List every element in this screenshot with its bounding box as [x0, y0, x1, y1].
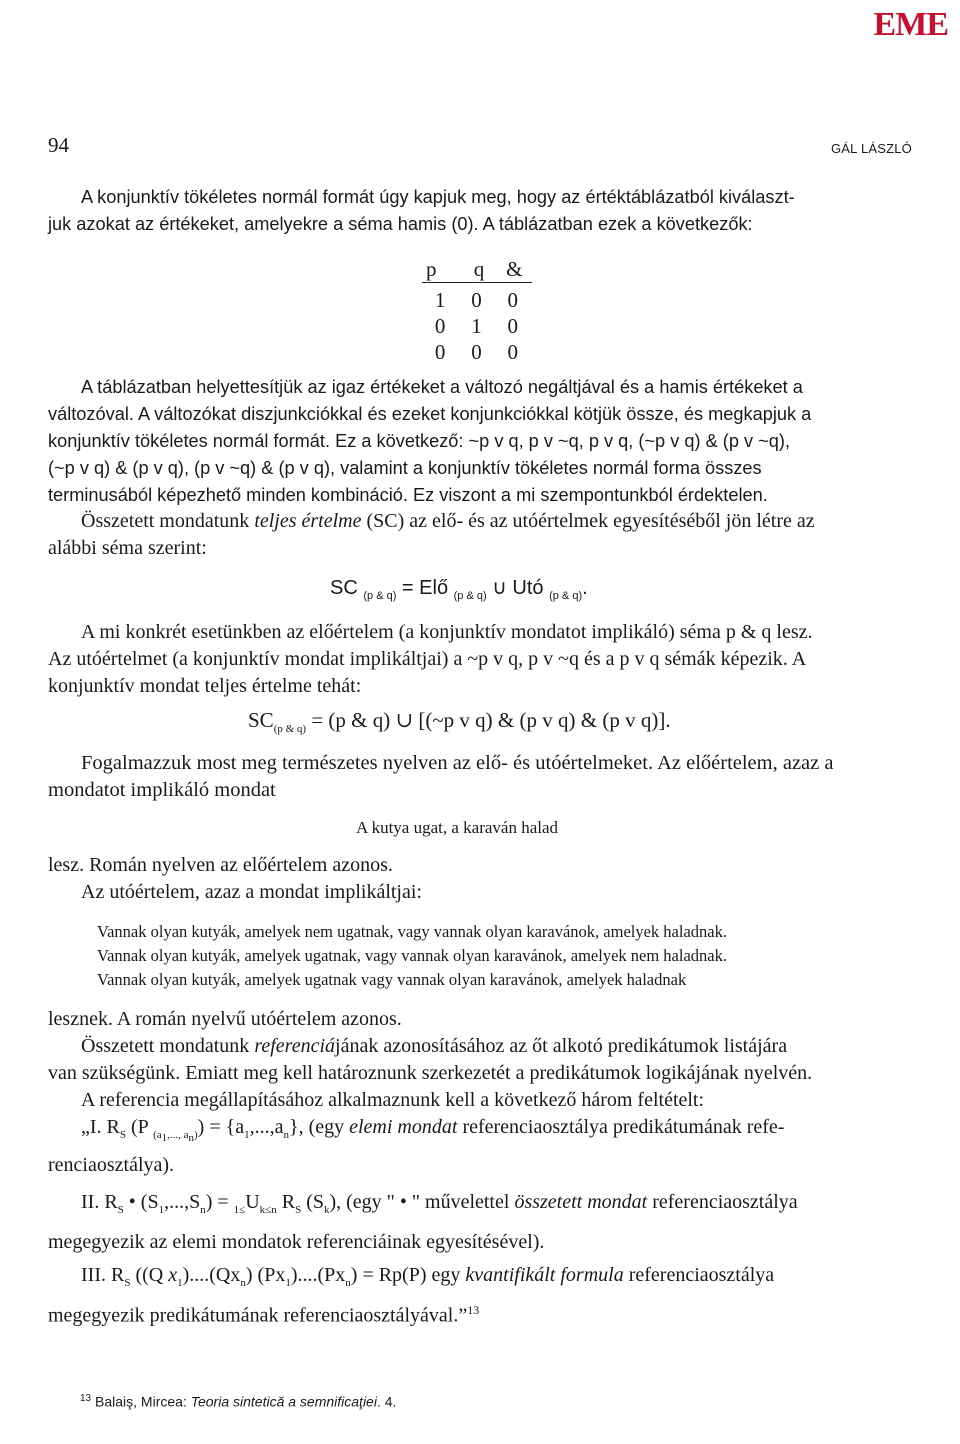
table-row: [422, 287, 532, 313]
subscript: S: [119, 1129, 127, 1141]
table-header-q: q: [473, 257, 485, 281]
implicate-examples: [97, 920, 727, 992]
formula-text: = (p & q) ∪ [(~p v q) & (p v q) & (p v q)].: [306, 708, 671, 732]
table-cell: 1: [434, 288, 446, 312]
text-span: referenciaosztálya predikátumának refe-: [457, 1116, 785, 1138]
text-line: A referencia megállapításához alkalmaznunk kell a következő három feltételt:: [81, 1089, 705, 1111]
paragraph-4: [48, 619, 912, 700]
text-line: Fogalmazzuk most meg természetes nyelven az elő- és utóértelmeket. Az előértelem, azaz a: [81, 752, 834, 774]
footnote-reference[interactable]: 13: [467, 1303, 480, 1318]
list-item: Vannak olyan kutyák, amelyek ugatnak vagy vannak olyan karavánok, amelyek haladnak: [97, 970, 687, 989]
paragraph-7: [48, 1006, 912, 1114]
text-line: A mi konkrét esetünkben az előértelem (a konjunktív mondatot implikáló) séma p & q lesz.: [81, 621, 813, 643]
subscript: n: [200, 1204, 206, 1217]
text-span: • (S: [123, 1191, 159, 1214]
table-cell: 0: [434, 314, 446, 338]
text-span: . 4.: [376, 1393, 397, 1410]
table-cell: 0: [471, 340, 482, 364]
text-line: (~p v q) & (p v q), (p v ~q) & (p v q), valamint a konjunktív tökéletes normál forma összes: [48, 458, 762, 478]
footnote: [80, 1393, 396, 1410]
table-cell: 0: [507, 340, 518, 364]
text-line: lesznek. A román nyelvű utóértelem azonos.: [48, 1008, 402, 1030]
subscript: 1: [285, 1277, 291, 1290]
text-span: Összetett mondatunk: [81, 510, 255, 532]
subscript: S: [124, 1277, 131, 1290]
text-span: ,...,a: [249, 1116, 284, 1138]
text-line: A táblázatban helyettesítjük az igaz értékeket a változó negáltjával és a hamis értékeket a: [81, 377, 803, 397]
text-span: ) (Px: [245, 1264, 286, 1287]
text-line: A konjunktív tökéletes normál formát úgy kapjuk meg, hogy az értéktáblázatból kiválaszt-: [81, 187, 795, 207]
table-cell: 1: [471, 314, 482, 338]
subscript: 1≤: [233, 1204, 246, 1217]
text-span: ,..., a: [167, 1129, 189, 1141]
subscript: 1: [244, 1129, 250, 1141]
subscript: 1: [158, 1204, 165, 1217]
emphasis-text: összetett mondat: [514, 1191, 648, 1214]
text-span: ,...,S: [164, 1191, 201, 1214]
text-line: konjunktív mondat teljes értelme tehát:: [48, 675, 362, 697]
text-span: III. R: [81, 1264, 125, 1287]
text-line: terminusából képezhető minden kombináció. Ez viszont a mi szempontunkból érdektelen.: [48, 485, 768, 505]
text-line: változóval. A változókat diszjunkciókkal és ezeket konjunkciókkal kötjük össze, és megkapjuk a: [48, 404, 812, 424]
text-span: R: [276, 1191, 296, 1214]
emphasis-text: elemi mondat: [349, 1116, 458, 1138]
emphasis-text: x: [168, 1264, 178, 1287]
condition-3-continued: [48, 1297, 912, 1330]
text-span: megegyezik predikátumának referenciaosztályával.”: [48, 1304, 468, 1327]
text-span: (SC) az elő- és az utóértelmek egyesítéséből jön létre az: [361, 510, 815, 532]
text-line: [48, 1033, 912, 1060]
emphasis-text: kvantifikált formula: [465, 1264, 624, 1287]
subscript: n: [240, 1277, 246, 1290]
text-span: ), (egy " • " művelettel: [329, 1191, 515, 1214]
subscript: 1: [177, 1277, 183, 1290]
running-header-author: GÁL LÁSZLÓ: [831, 141, 912, 156]
condition-2-continued: megegyezik az elemi mondatok referenciáinak egyesítésével).: [48, 1231, 545, 1254]
text-line: konjunktív tökéletes normál formát. Ez a következő: ~p v q, p v ~q, p v q, (~p v q) & (p v ~q),: [48, 431, 790, 451]
text-span: )....(Qx: [182, 1264, 241, 1287]
text-span: referenciaosztálya: [623, 1264, 775, 1287]
text-line: van szükségünk. Emiatt meg kell határoznunk szerkezetét a predikátumok logikájának nyelvén.: [48, 1062, 813, 1084]
publisher-logo: EME: [873, 6, 948, 43]
table-cell: 0: [471, 288, 482, 312]
text-line: Az utóértelem, azaz a mondat implikáltjai:: [81, 881, 422, 903]
text-line: [48, 508, 912, 535]
emphasis-text: referenciá: [254, 1035, 336, 1057]
text-span: ) = {a: [197, 1116, 245, 1138]
text-span: ) =: [205, 1191, 234, 1214]
condition-3: [48, 1262, 912, 1297]
subscript: n: [188, 1132, 194, 1145]
text-line: lesz. Román nyelven az előértelem azonos.: [48, 854, 393, 876]
text-line: Az utóértelmet (a konjunktív mondat implikáltjai) a ~p v q, p v ~q és a p v q sémák képezik. A: [48, 648, 807, 670]
text-span: Balaiş, Mircea:: [91, 1393, 191, 1410]
table-row: [422, 313, 532, 339]
table-header-p: p: [426, 257, 437, 281]
text-line: mondatot implikáló mondat: [48, 779, 276, 801]
paragraph-1: [48, 184, 912, 238]
paragraph-6: [48, 852, 912, 906]
table-row: [422, 339, 532, 365]
text-span: Összetett mondatunk: [81, 1035, 255, 1057]
formula-text: .: [582, 577, 588, 599]
paragraph-5: [48, 750, 912, 804]
formula-sc-concrete: [248, 708, 671, 735]
emphasis-text: Teoria sintetică a semnificaţiei: [190, 1393, 377, 1410]
text-span: (a: [153, 1129, 162, 1141]
paragraph-3: [48, 508, 912, 562]
table-cell: 0: [434, 340, 446, 364]
subscript: S: [295, 1204, 302, 1217]
truth-table-header: [422, 256, 532, 283]
text-span: jának azonosításához az őt alkotó predikátumok listájára: [335, 1035, 788, 1057]
text-span: U: [245, 1191, 260, 1214]
text-span: (S: [301, 1191, 324, 1214]
text-span: }, (egy: [288, 1116, 350, 1138]
text-line: alábbi séma szerint:: [48, 537, 207, 559]
list-item: Vannak olyan kutyák, amelyek nem ugatnak, vagy vannak olyan karavánok, amelyek haladnak.: [97, 922, 727, 941]
page-number: 94: [48, 133, 69, 157]
table-cell: 0: [507, 288, 518, 312]
subscript: 1: [161, 1132, 168, 1145]
text-span: „I. R: [81, 1116, 120, 1138]
formula-text: SC: [248, 708, 274, 732]
subscript: k≤n: [259, 1204, 277, 1217]
formula-subscript: (p & q): [549, 590, 583, 602]
emphasis-text: teljes értelme: [254, 510, 362, 532]
example-sentence: A kutya ugat, a karaván halad: [356, 818, 559, 837]
text-span: referenciaosztálya: [647, 1191, 798, 1214]
condition-1-continued: renciaosztálya).: [48, 1154, 175, 1177]
condition-1: [48, 1114, 912, 1152]
text-span: ) = Rp(P) egy: [350, 1264, 466, 1287]
reference-conditions: [48, 1114, 912, 1330]
truth-table: [422, 256, 532, 365]
formula-subscript: (p & q): [273, 723, 307, 736]
text-line: juk azokat az értékeket, amelyekre a séma hamis (0). A táblázatban ezek a következők:: [48, 214, 753, 234]
subscript: [153, 1129, 198, 1145]
subscript: S: [117, 1204, 124, 1217]
text-span: (P: [126, 1116, 154, 1138]
formula-subscript: (p & q): [363, 590, 397, 602]
formula-text: = Elő: [396, 577, 454, 599]
list-item: Vannak olyan kutyák, amelyek ugatnak, vagy vannak olyan karavánok, amelyek nem haladnak.: [97, 946, 727, 965]
subscript: k: [323, 1204, 330, 1217]
formula-text: ∪ Utó: [486, 577, 550, 599]
table-cell: 0: [507, 314, 518, 338]
text-span: ((Q: [130, 1264, 169, 1287]
subscript: n: [283, 1129, 289, 1141]
table-header-and: &: [506, 257, 523, 281]
subscript: n: [345, 1277, 351, 1290]
text-span: ): [194, 1129, 198, 1141]
text-span: )....(Px: [290, 1264, 346, 1287]
formula-sc-definition: [330, 575, 588, 602]
footnote-number: 13: [80, 1393, 92, 1404]
paragraph-2: [48, 374, 912, 509]
formula-subscript: (p & q): [453, 590, 487, 602]
condition-2: [48, 1189, 912, 1224]
formula-text: SC: [330, 577, 358, 599]
text-span: II. R: [81, 1191, 118, 1214]
